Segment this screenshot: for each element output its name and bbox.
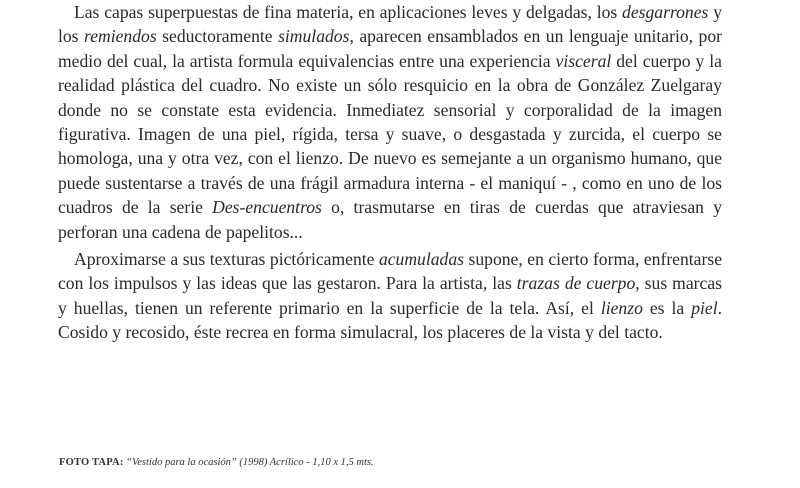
italic-phrase: lienzo [600, 297, 643, 318]
paragraph-2 [58, 247, 722, 345]
italic-phrase: piel [691, 297, 718, 318]
italic-phrase: trazas de cuerpo [516, 273, 636, 294]
paragraph-1 [58, 0, 722, 244]
italic-phrase: acumuladas [378, 249, 464, 270]
text-run: . Cosido y recosido, éste recrea en forma simulacral, los placeres de la vista y del tacto. [58, 297, 722, 343]
text-run: es la [642, 297, 692, 318]
text-run: Las capas superpuestas de fina materia, en aplicaciones leves y delgadas, los [74, 2, 623, 22]
text-run: supone, en cierto forma, enfrentarse con los impulsos y las ideas que las gestaron. Para la artista, las [58, 249, 722, 294]
italic-phrase: Des-encuentros [212, 197, 322, 218]
text-run: Aproximarse a sus texturas pictóricamente [74, 249, 379, 270]
italic-phrase: simulados [278, 26, 350, 47]
italic-phrase: visceral [555, 50, 612, 71]
italic-phrase: remiendos [84, 26, 157, 47]
caption-label: FOTO TAPA: [59, 457, 124, 468]
text-run: del cuerpo y la realidad plástica del cuadro. No existe un sólo resquicio en la obra de González Zuelgaray donde no se constate esta evidencia. Inmediatez sensorial y corporalidad de la imagen figurativa. Imagen de una piel, rígida, tersa y suave, o desgastada y zurcida, el cuerpo se homologa, una y otra vez, con el lienzo. De nuevo es semejante a un organismo humano, que puede sustentarse a través de una frágil armadura interna - el maniquí - , como en uno de los cuadros de la serie [58, 50, 722, 218]
text-run: o, trasmutarse en tiras de cuerdas que atraviesan y perforan una cadena de papelitos... [58, 197, 722, 242]
text-run: seductoramente [156, 26, 279, 47]
text-run: y los [58, 2, 722, 47]
italic-phrase: desgarrones [622, 2, 709, 22]
caption-text: “Vestido para la ocasión” (1998) Acrílico - 1,10 x 1,5 mts. [123, 457, 374, 468]
text-run: , aparecen ensamblados en un lenguaje unitario, por medio del cual, la artista formula equivalencias entre una experiencia [58, 26, 722, 71]
text-run: , sus marcas y huellas, tienen un referente primario en la superficie de la tela. Así, el [58, 273, 722, 318]
body-text [58, 0, 722, 345]
cover-photo-caption [59, 456, 374, 470]
